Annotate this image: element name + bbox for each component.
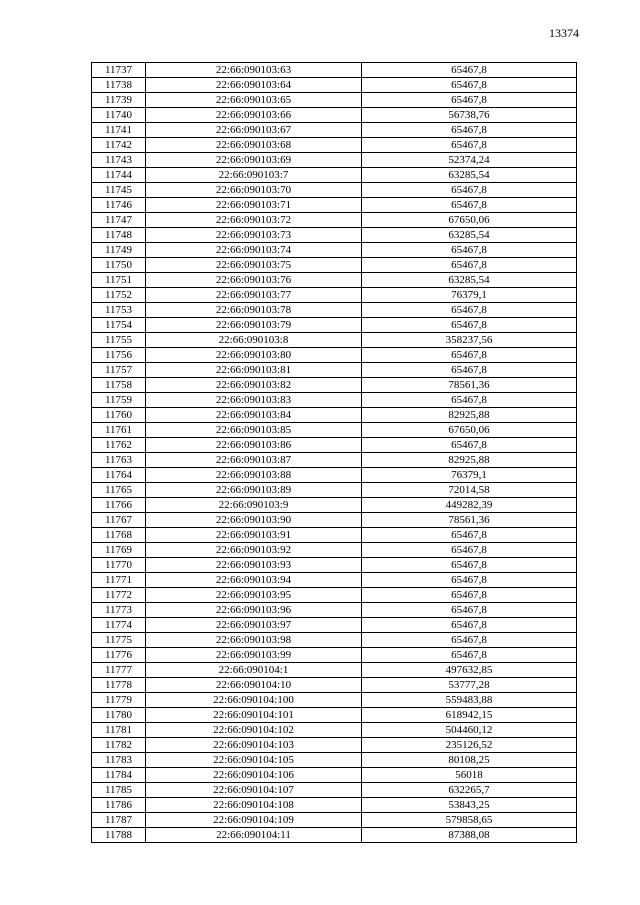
table-row: [92, 678, 577, 693]
cadastral-value-cell: 72014,58: [362, 483, 577, 498]
row-number-cell: 11786: [92, 798, 146, 813]
table-row: [92, 723, 577, 738]
row-number-cell: 11738: [92, 78, 146, 93]
table-row: [92, 123, 577, 138]
row-number-cell: 11768: [92, 528, 146, 543]
cadastral-number-cell: 22:66:090104:103: [146, 738, 362, 753]
cadastral-value-cell: 53777,28: [362, 678, 577, 693]
cadastral-number-cell: 22:66:090103:76: [146, 273, 362, 288]
cadastral-value-cell: 52374,24: [362, 153, 577, 168]
row-number-cell: 11784: [92, 768, 146, 783]
row-number-cell: 11753: [92, 303, 146, 318]
table-row: [92, 588, 577, 603]
table-row: [92, 168, 577, 183]
cadastral-value-cell: 579858,65: [362, 813, 577, 828]
cadastral-value-cell: 497632,85: [362, 663, 577, 678]
cadastral-value-cell: 82925,88: [362, 453, 577, 468]
cadastral-number-cell: 22:66:090103:80: [146, 348, 362, 363]
table-row: [92, 183, 577, 198]
cadastral-number-cell: 22:66:090103:70: [146, 183, 362, 198]
table-row: [92, 498, 577, 513]
table-row: [92, 798, 577, 813]
cadastral-value-cell: 78561,36: [362, 513, 577, 528]
cadastral-number-cell: 22:66:090104:108: [146, 798, 362, 813]
table-row: [92, 633, 577, 648]
row-number-cell: 11785: [92, 783, 146, 798]
cadastral-value-cell: 67650,06: [362, 423, 577, 438]
cadastral-value-cell: 65467,8: [362, 318, 577, 333]
cadastral-number-cell: 22:66:090103:91: [146, 528, 362, 543]
row-number-cell: 11745: [92, 183, 146, 198]
row-number-cell: 11762: [92, 438, 146, 453]
cadastral-number-cell: 22:66:090103:84: [146, 408, 362, 423]
table-row: [92, 438, 577, 453]
table-row: [92, 303, 577, 318]
table-row: [92, 663, 577, 678]
table-row: [92, 213, 577, 228]
cadastral-value-cell: 63285,54: [362, 273, 577, 288]
row-number-cell: 11752: [92, 288, 146, 303]
cadastral-number-cell: 22:66:090103:9: [146, 498, 362, 513]
row-number-cell: 11747: [92, 213, 146, 228]
cadastral-number-cell: 22:66:090103:96: [146, 603, 362, 618]
cadastral-value-cell: 63285,54: [362, 168, 577, 183]
cadastral-value-cell: 559483,88: [362, 693, 577, 708]
cadastral-value-cell: 65467,8: [362, 618, 577, 633]
row-number-cell: 11765: [92, 483, 146, 498]
table-row: [92, 318, 577, 333]
cadastral-number-cell: 22:66:090104:105: [146, 753, 362, 768]
row-number-cell: 11769: [92, 543, 146, 558]
cadastral-number-cell: 22:66:090103:73: [146, 228, 362, 243]
row-number-cell: 11777: [92, 663, 146, 678]
table-row: [92, 648, 577, 663]
cadastral-number-cell: 22:66:090103:86: [146, 438, 362, 453]
row-number-cell: 11779: [92, 693, 146, 708]
cadastral-value-cell: 67650,06: [362, 213, 577, 228]
cadastral-number-cell: 22:66:090103:77: [146, 288, 362, 303]
table-row: [92, 138, 577, 153]
cadastral-number-cell: 22:66:090103:99: [146, 648, 362, 663]
table-row: [92, 348, 577, 363]
cadastral-value-cell: 65467,8: [362, 243, 577, 258]
table-row: [92, 468, 577, 483]
cadastral-value-cell: 65467,8: [362, 648, 577, 663]
cadastral-value-cell: 65467,8: [362, 573, 577, 588]
table-row: [92, 243, 577, 258]
row-number-cell: 11759: [92, 393, 146, 408]
cadastral-value-cell: 449282,39: [362, 498, 577, 513]
table-row: [92, 738, 577, 753]
cadastral-value-cell: 65467,8: [362, 438, 577, 453]
cadastral-value-cell: 65467,8: [362, 303, 577, 318]
row-number-cell: 11775: [92, 633, 146, 648]
cadastral-value-cell: 65467,8: [362, 348, 577, 363]
cadastral-number-cell: 22:66:090104:11: [146, 828, 362, 843]
row-number-cell: 11770: [92, 558, 146, 573]
table-row: [92, 63, 577, 78]
cadastral-number-cell: 22:66:090103:72: [146, 213, 362, 228]
cadastral-value-cell: 76379,1: [362, 468, 577, 483]
table-row: [92, 198, 577, 213]
cadastral-number-cell: 22:66:090103:98: [146, 633, 362, 648]
row-number-cell: 11750: [92, 258, 146, 273]
page-number: 13374: [549, 26, 579, 40]
cadastral-value-cell: 63285,54: [362, 228, 577, 243]
cadastral-number-cell: 22:66:090103:67: [146, 123, 362, 138]
cadastral-number-cell: 22:66:090104:102: [146, 723, 362, 738]
row-number-cell: 11783: [92, 753, 146, 768]
cadastral-number-cell: 22:66:090103:93: [146, 558, 362, 573]
cadastral-number-cell: 22:66:090103:68: [146, 138, 362, 153]
table-row: [92, 153, 577, 168]
cadastral-number-cell: 22:66:090103:85: [146, 423, 362, 438]
table-row: [92, 78, 577, 93]
row-number-cell: 11782: [92, 738, 146, 753]
row-number-cell: 11758: [92, 378, 146, 393]
cadastral-number-cell: 22:66:090103:82: [146, 378, 362, 393]
table-row: [92, 603, 577, 618]
table-row: [92, 708, 577, 723]
row-number-cell: 11781: [92, 723, 146, 738]
table-row: [92, 558, 577, 573]
table-row: [92, 813, 577, 828]
row-number-cell: 11755: [92, 333, 146, 348]
table-row: [92, 393, 577, 408]
cadastral-number-cell: 22:66:090103:74: [146, 243, 362, 258]
table-body: [92, 63, 577, 843]
table-row: [92, 768, 577, 783]
cadastral-value-cell: 53843,25: [362, 798, 577, 813]
table-row: [92, 453, 577, 468]
table-row: [92, 528, 577, 543]
row-number-cell: 11787: [92, 813, 146, 828]
row-number-cell: 11778: [92, 678, 146, 693]
row-number-cell: 11760: [92, 408, 146, 423]
table-row: [92, 363, 577, 378]
cadastral-value-cell: 632265,7: [362, 783, 577, 798]
cadastral-number-cell: 22:66:090103:78: [146, 303, 362, 318]
row-number-cell: 11772: [92, 588, 146, 603]
row-number-cell: 11763: [92, 453, 146, 468]
cadastral-value-cell: 65467,8: [362, 393, 577, 408]
cadastral-number-cell: 22:66:090104:101: [146, 708, 362, 723]
cadastral-value-table: [91, 62, 577, 843]
row-number-cell: 11761: [92, 423, 146, 438]
row-number-cell: 11751: [92, 273, 146, 288]
cadastral-value-cell: 65467,8: [362, 198, 577, 213]
row-number-cell: 11771: [92, 573, 146, 588]
cadastral-number-cell: 22:66:090103:79: [146, 318, 362, 333]
cadastral-value-cell: 65467,8: [362, 258, 577, 273]
cadastral-value-cell: 87388,08: [362, 828, 577, 843]
cadastral-value-cell: 358237,56: [362, 333, 577, 348]
row-number-cell: 11742: [92, 138, 146, 153]
row-number-cell: 11756: [92, 348, 146, 363]
row-number-cell: 11764: [92, 468, 146, 483]
cadastral-value-cell: 65467,8: [362, 603, 577, 618]
table-row: [92, 378, 577, 393]
row-number-cell: 11749: [92, 243, 146, 258]
table-row: [92, 288, 577, 303]
cadastral-number-cell: 22:66:090103:92: [146, 543, 362, 558]
cadastral-value-cell: 65467,8: [362, 63, 577, 78]
table-row: [92, 828, 577, 843]
cadastral-number-cell: 22:66:090103:75: [146, 258, 362, 273]
table-row: [92, 618, 577, 633]
cadastral-number-cell: 22:66:090103:65: [146, 93, 362, 108]
cadastral-value-cell: 65467,8: [362, 93, 577, 108]
cadastral-number-cell: 22:66:090103:83: [146, 393, 362, 408]
cadastral-value-cell: 76379,1: [362, 288, 577, 303]
table-row: [92, 543, 577, 558]
row-number-cell: 11754: [92, 318, 146, 333]
cadastral-value-cell: 65467,8: [362, 123, 577, 138]
row-number-cell: 11767: [92, 513, 146, 528]
row-number-cell: 11744: [92, 168, 146, 183]
cadastral-number-cell: 22:66:090103:94: [146, 573, 362, 588]
row-number-cell: 11774: [92, 618, 146, 633]
cadastral-number-cell: 22:66:090103:89: [146, 483, 362, 498]
cadastral-value-cell: 65467,8: [362, 558, 577, 573]
row-number-cell: 11776: [92, 648, 146, 663]
row-number-cell: 11780: [92, 708, 146, 723]
row-number-cell: 11741: [92, 123, 146, 138]
cadastral-number-cell: 22:66:090103:90: [146, 513, 362, 528]
cadastral-number-cell: 22:66:090104:1: [146, 663, 362, 678]
cadastral-value-cell: 78561,36: [362, 378, 577, 393]
table-row: [92, 783, 577, 798]
row-number-cell: 11773: [92, 603, 146, 618]
cadastral-number-cell: 22:66:090103:87: [146, 453, 362, 468]
table-row: [92, 93, 577, 108]
table-row: [92, 228, 577, 243]
cadastral-number-cell: 22:66:090103:88: [146, 468, 362, 483]
cadastral-value-cell: 56018: [362, 768, 577, 783]
row-number-cell: 11748: [92, 228, 146, 243]
cadastral-number-cell: 22:66:090104:107: [146, 783, 362, 798]
cadastral-value-cell: 235126,52: [362, 738, 577, 753]
cadastral-number-cell: 22:66:090103:81: [146, 363, 362, 378]
cadastral-number-cell: 22:66:090103:8: [146, 333, 362, 348]
cadastral-number-cell: 22:66:090104:100: [146, 693, 362, 708]
cadastral-number-cell: 22:66:090103:63: [146, 63, 362, 78]
cadastral-value-cell: 65467,8: [362, 78, 577, 93]
cadastral-value-cell: 65467,8: [362, 138, 577, 153]
cadastral-value-cell: 82925,88: [362, 408, 577, 423]
cadastral-number-cell: 22:66:090103:95: [146, 588, 362, 603]
table-row: [92, 408, 577, 423]
cadastral-number-cell: 22:66:090103:7: [146, 168, 362, 183]
table-row: [92, 693, 577, 708]
cadastral-value-cell: 504460,12: [362, 723, 577, 738]
cadastral-value-cell: 65467,8: [362, 633, 577, 648]
table-row: [92, 573, 577, 588]
cadastral-number-cell: 22:66:090104:10: [146, 678, 362, 693]
cadastral-number-cell: 22:66:090103:66: [146, 108, 362, 123]
row-number-cell: 11739: [92, 93, 146, 108]
cadastral-value-cell: 618942,15: [362, 708, 577, 723]
table-row: [92, 333, 577, 348]
cadastral-number-cell: 22:66:090103:64: [146, 78, 362, 93]
cadastral-value-cell: 56738,76: [362, 108, 577, 123]
row-number-cell: 11788: [92, 828, 146, 843]
cadastral-value-cell: 65467,8: [362, 183, 577, 198]
table-row: [92, 513, 577, 528]
table-row: [92, 753, 577, 768]
cadastral-value-cell: 80108,25: [362, 753, 577, 768]
row-number-cell: 11757: [92, 363, 146, 378]
table-row: [92, 273, 577, 288]
cadastral-number-cell: 22:66:090104:106: [146, 768, 362, 783]
row-number-cell: 11766: [92, 498, 146, 513]
cadastral-value-cell: 65467,8: [362, 528, 577, 543]
row-number-cell: 11737: [92, 63, 146, 78]
cadastral-value-cell: 65467,8: [362, 543, 577, 558]
table-row: [92, 483, 577, 498]
cadastral-number-cell: 22:66:090103:71: [146, 198, 362, 213]
row-number-cell: 11746: [92, 198, 146, 213]
cadastral-number-cell: 22:66:090103:69: [146, 153, 362, 168]
row-number-cell: 11743: [92, 153, 146, 168]
table-row: [92, 423, 577, 438]
cadastral-value-cell: 65467,8: [362, 363, 577, 378]
row-number-cell: 11740: [92, 108, 146, 123]
cadastral-number-cell: 22:66:090104:109: [146, 813, 362, 828]
table-row: [92, 258, 577, 273]
cadastral-number-cell: 22:66:090103:97: [146, 618, 362, 633]
table-row: [92, 108, 577, 123]
cadastral-value-cell: 65467,8: [362, 588, 577, 603]
